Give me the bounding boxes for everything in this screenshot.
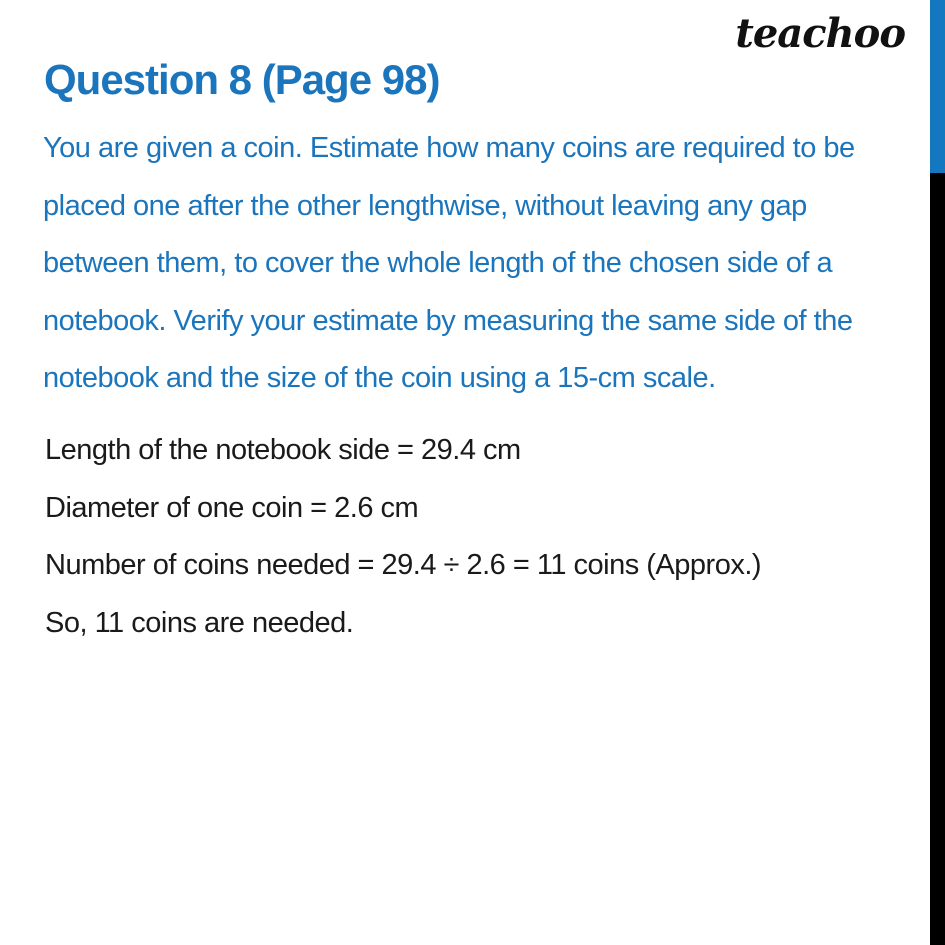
question-line: between them, to cover the whole length of the chosen side of a xyxy=(43,247,833,279)
question-line: notebook. Verify your estimate by measuring the same side of the xyxy=(43,304,853,337)
right-edge-blue-bar xyxy=(930,0,945,173)
solution-line: Number of coins needed = 29.4 ÷ 2.6 = 11 coins (Approx.) xyxy=(45,549,762,581)
solution-line: Length of the notebook side = 29.4 cm xyxy=(45,434,521,466)
question-line: placed one after the other lengthwise, without leaving any gap xyxy=(43,189,807,222)
solution-line: So, 11 coins are needed. xyxy=(45,606,354,639)
question-title: Question 8 (Page 98) xyxy=(44,56,440,103)
question-line: notebook and the size of the coin using a 15-cm scale. xyxy=(43,362,716,394)
solution-text xyxy=(45,422,761,652)
teachoo-logo: teachoo xyxy=(735,10,905,57)
question-line: You are given a coin. Estimate how many coins are required to be xyxy=(43,132,855,164)
question-text xyxy=(43,120,855,408)
solution-line: Diameter of one coin = 2.6 cm xyxy=(45,491,419,524)
right-edge-black-bar xyxy=(930,173,945,945)
